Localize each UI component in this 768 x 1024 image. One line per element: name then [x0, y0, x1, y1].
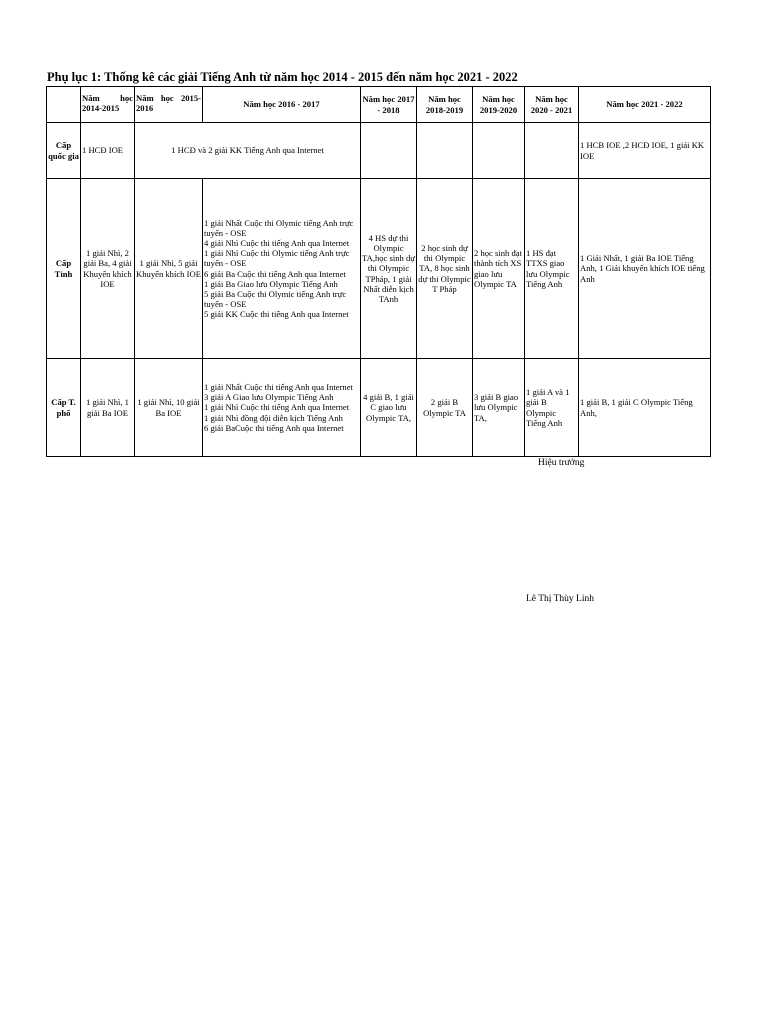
table-row-city [47, 359, 711, 457]
cell-city-2018: 2 giải B Olympic TA [417, 359, 473, 457]
header-cell-2014: Năm học 2014-2015 [81, 87, 135, 123]
header-cell-2018: Năm học 2018-2019 [417, 87, 473, 123]
list-item: 5 giải KK Cuộc thi tiếng Anh qua Internet [204, 309, 349, 320]
list-item: 1 giải Ba Giao lưu Olympic Tiếng Anh [204, 278, 338, 289]
list-item: 1 giải Nhì Cuộc thi Olymic tiếng Anh trực tuyến - OSE [204, 248, 350, 269]
header-cell-2021: Năm học 2021 - 2022 [579, 87, 711, 123]
cell-city-2014: 1 giải Nhì, 1 giải Ba IOE [81, 359, 135, 457]
cell-province-2020: 1 HS đạt TTXS giao lưu Olympic Tiếng Anh [525, 179, 579, 359]
cell-national-2021: 1 HCB IOE ,2 HCĐ IOE, 1 giải KK IOE [579, 123, 711, 179]
cell-province-2018: 2 học sinh dự thi Olympic TA, 8 học sinh dự thi Olympic T Pháp [417, 179, 473, 359]
cell-city-2019: 3 giải B giao lưu Olympic TA, [473, 359, 525, 457]
list-item: 6 giải BaCuộc thi tiếng Anh qua Internet [204, 422, 344, 433]
cell-city-2020: 1 giải A và 1 giải B Olympic Tiếng Anh [525, 359, 579, 457]
cell-province-2015: 1 giải Nhì, 5 giải Khuyến khích IOE [135, 179, 203, 359]
page-title: Phụ lục 1: Thống kê các giải Tiếng Anh từ năm học 2014 - 2015 đến năm học 2021 - 2022 [47, 70, 518, 84]
cell-province-2019: 2 học sinh đạt thành tích XS giao lưu Olympic TA [473, 179, 525, 359]
header-cell-2015: Năm học 2015-2016 [135, 87, 203, 123]
list-item: 4 giải Nhì Cuộc thi tiếng Anh qua Internet [204, 238, 350, 249]
cell-province-2017: 4 HS dự thi Olympic TA,học sinh dự thi Olympic TPháp, 1 giải Nhất diễn kịch TAnh [361, 179, 417, 359]
list-item: 3 giải A Giao lưu Olympic Tiếng Anh [204, 392, 334, 403]
cell-city-2021: 1 giải B, 1 giải C Olympic Tiếng Anh, [579, 359, 711, 457]
awards-table [46, 86, 711, 457]
list-item: 1 giải Nhất Cuộc thi Olymic tiếng Anh trực tuyến - OSE [204, 217, 354, 238]
header-cell-empty [47, 87, 81, 123]
list-item: 6 giải Ba Cuộc thi tiếng Anh qua Internet [204, 268, 346, 279]
header-cell-2016: Năm học 2016 - 2017 [203, 87, 361, 123]
cell-national-2017 [361, 123, 417, 179]
cell-province-2021: 1 Giải Nhất, 1 giải Ba IOE Tiếng Anh, 1 Giải khuyến khích IOE tiếng Anh [579, 179, 711, 359]
row-label-national: Cấp quốc gia [47, 123, 81, 179]
header-row [47, 87, 711, 123]
header-cell-2019: Năm học 2019-2020 [473, 87, 525, 123]
cell-province-2016 [203, 179, 361, 359]
header-cell-2020: Năm học 2020 - 2021 [525, 87, 579, 123]
signature-name: Lê Thị Thùy Linh [526, 594, 594, 604]
signature-role: Hiệu trưởng [538, 458, 585, 468]
cell-national-2014: 1 HCĐ IOE [81, 123, 135, 179]
row-label-province: Cấp Tỉnh [47, 179, 81, 359]
header-cell-2017: Năm học 2017 - 2018 [361, 87, 417, 123]
list-item: 1 giải Nhất Cuộc thi tiếng Anh qua Internet [204, 382, 353, 393]
cell-province-2014: 1 giải Nhì, 2 giải Ba, 4 giải Khuyến khích IOE [81, 179, 135, 359]
cell-city-2015: 1 giải Nhì, 10 giải Ba IOE [135, 359, 203, 457]
list-item: 1 giải Nhì đồng đội diễn kịch Tiếng Anh [204, 412, 343, 423]
cell-city-2017: 4 giải B, 1 giải C giao lưu Olympic TA, [361, 359, 417, 457]
cell-national-2018 [417, 123, 473, 179]
cell-national-2015-2017: 1 HCĐ và 2 giải KK Tiếng Anh qua Internet [135, 123, 361, 179]
cell-city-2016 [203, 359, 361, 457]
cell-national-2020 [525, 123, 579, 179]
row-label-city: Cấp T. phố [47, 359, 81, 457]
table-row-national [47, 123, 711, 179]
table-row-province [47, 179, 711, 359]
list-item: 5 giải Ba Cuộc thi Olymic tiếng Anh trực tuyến - OSE [204, 288, 347, 309]
cell-national-2019 [473, 123, 525, 179]
list-item: 1 giải Nhì Cuộc thi tiếng Anh qua Internet [204, 402, 350, 413]
